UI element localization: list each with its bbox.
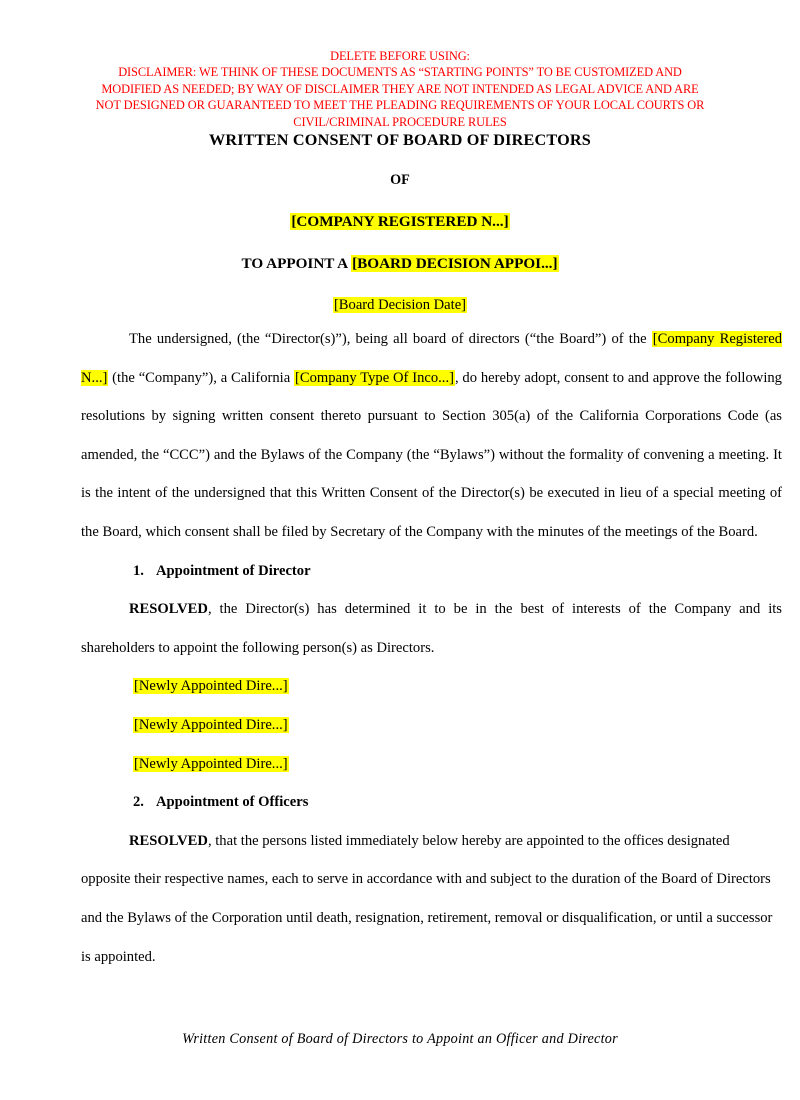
title-appoint-prefix: TO APPOINT A [241,255,352,272]
section-2-resolved-paragraph [81,822,782,976]
intro-text-part3: , do hereby adopt, consent to and approve the following resolutions by signing written consent thereto pursuant to Section 305(a) of the California Corporations Code (as amended, the “CCC”) and the Bylaws of the Company (the “Bylaws”) without the formality of convening a meeting. It is the intent of the undersigned that this Written Consent of the Director(s) be executed in lieu of a special meeting of the Board, which consent shall be filed by Secretary of the Company with the minutes of the meetings of the Board. [81,369,782,540]
newly-appointed-director-placeholder-3[interactable]: [Newly Appointed Dire...] [134,755,288,772]
section-2-resolved-label: RESOLVED [129,832,208,849]
section-1-resolved-label: RESOLVED [129,601,208,618]
new-director-line-2 [81,706,782,745]
title-company-line [60,212,740,232]
disclaimer-line-3: MODIFIED AS NEEDED; BY WAY OF DISCLAIMER THEY ARE NOT INTENDED AS LEGAL ADVICE AND ARE [101,81,699,96]
newly-appointed-director-placeholder-1[interactable]: [Newly Appointed Dire...] [134,678,288,695]
disclaimer-line-2: DISCLAIMER: WE THINK OF THESE DOCUMENTS AS “STARTING POINTS” TO BE CUSTOMIZED AND [118,65,682,80]
title-date-line [60,295,740,315]
new-director-line-3 [81,745,782,784]
section-2-label: Appointment of Officers [156,794,309,811]
board-decision-appointee-placeholder[interactable]: [BOARD DECISION APPOI...] [352,255,558,272]
intro-paragraph [81,320,782,552]
document-title: WRITTEN CONSENT OF BOARD OF DIRECTORS [208,131,592,149]
document-body [81,320,782,976]
section-1-resolved-text: , the Director(s) has determined it to be in the best of interests of the Company and its shareholders to appoint the following person(s) as Directors. [81,601,782,656]
section-2-number: 2. [133,794,144,811]
disclaimer-line-5: CIVIL/CRIMINAL PROCEDURE RULES [293,114,507,129]
section-1-number: 1. [133,562,144,579]
new-director-line-1 [81,667,782,706]
title-of-word: OF [390,172,410,188]
board-decision-date-placeholder[interactable]: [Board Decision Date] [333,297,467,313]
section-2-resolved-text: , that the persons listed immediately below hereby are appointed to the offices designated opposite their respective names, each to serve in accordance with and subject to the duration of the Board of Directors and the Bylaws of the Corporation until death, resignation, retirement, removal or disqualification, or until a successor is appointed. [81,832,773,965]
newly-appointed-director-placeholder-2[interactable]: [Newly Appointed Dire...] [134,716,288,733]
section-2-heading [81,783,782,822]
title-appoint-line [60,254,740,274]
section-1-resolved-paragraph [81,590,782,667]
disclaimer-block [40,48,760,130]
section-1-heading [81,552,782,591]
disclaimer-line-1: DELETE BEFORE USING: [330,49,470,63]
title-block [60,130,740,315]
intro-text-part2: (the “Company”), a California [108,369,295,386]
intro-company-type-placeholder[interactable]: [Company Type Of Inco...] [295,369,454,386]
section-1-label: Appointment of Director [156,562,311,579]
page-footer: Written Consent of Board of Directors to Appoint an Officer and Director [182,1031,618,1047]
intro-text-part1: The undersigned, (the “Director(s)”), being all board of directors (“the Board”) of the [129,331,652,347]
intro-company-placeholder[interactable]: [Company Registered N...] [81,331,782,386]
disclaimer-line-4: NOT DESIGNED OR GUARANTEED TO MEET THE PLEADING REQUIREMENTS OF YOUR LOCAL COURTS OR [95,98,705,113]
company-name-placeholder[interactable]: [COMPANY REGISTERED N...] [291,213,509,230]
